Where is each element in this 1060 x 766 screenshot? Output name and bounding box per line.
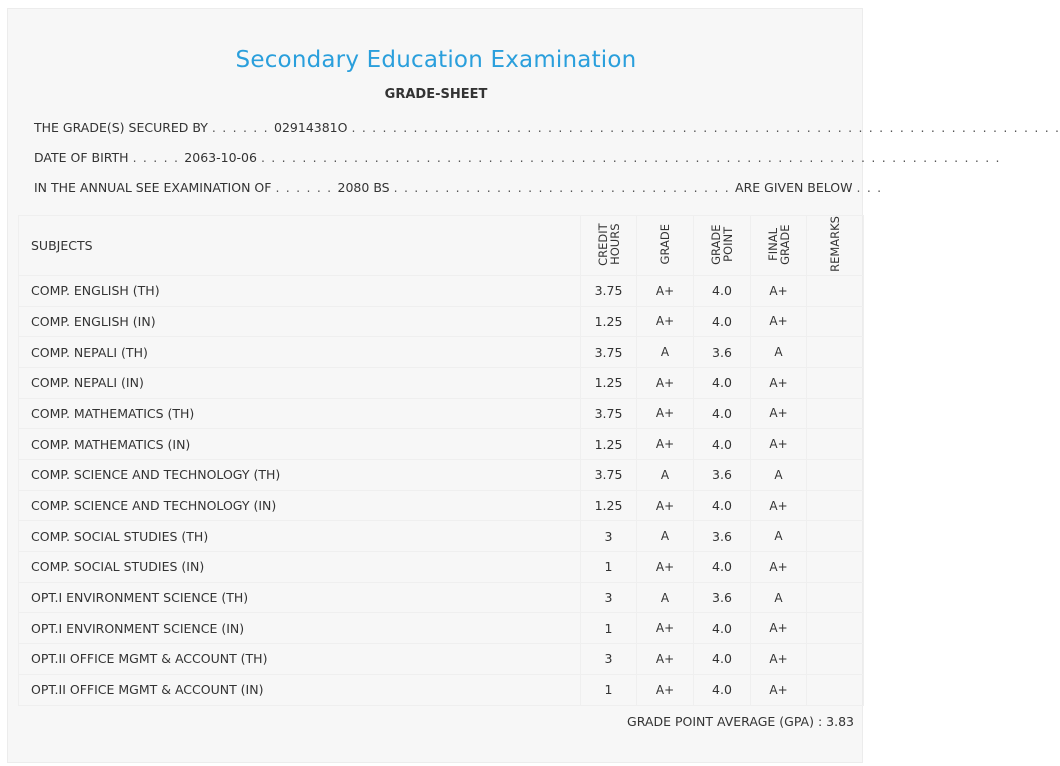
credit-hours-cell: 1.25 [581, 429, 637, 460]
grade-cell: A+ [637, 367, 694, 398]
table-row [19, 460, 864, 491]
final-grade-cell: A [751, 582, 807, 613]
grade-cell: A+ [637, 306, 694, 337]
grade-header: GRADE [637, 216, 694, 276]
exam-title: Secondary Education Examination [235, 47, 637, 73]
gpa-value: 3.83 [826, 714, 854, 729]
grade-cell: A+ [637, 398, 694, 429]
grade-cell: A+ [637, 613, 694, 644]
table-row [19, 398, 864, 429]
subject-cell: COMP. NEPALI (IN) [19, 367, 581, 398]
remarks-cell [807, 429, 864, 460]
dob-label: DATE OF BIRTH [34, 150, 129, 165]
subjects-header: SUBJECTS [19, 216, 581, 276]
credit-hours-cell: 1.25 [581, 306, 637, 337]
final-grade-header: FINAL GRADE [751, 216, 807, 276]
grade-point-cell: 4.0 [694, 644, 751, 675]
subject-cell: COMP. SCIENCE AND TECHNOLOGY (TH) [19, 460, 581, 491]
table-header-row [19, 216, 864, 276]
subject-cell: OPT.II OFFICE MGMT & ACCOUNT (IN) [19, 674, 581, 705]
credit-hours-cell: 3 [581, 644, 637, 675]
dob-line: DATE OF BIRTH . . . . . 2063-10-06 . . . . . . . . . . . . . . . . . . . . . . . . . . . . . . . . . . . . . . . . . . . . . . . . . . . . . . . . . . . . . . . . . . . . . . . . [34, 150, 1001, 165]
subject-cell: COMP. SOCIAL STUDIES (IN) [19, 552, 581, 583]
table-row [19, 490, 864, 521]
dob-value: 2063-10-06 [184, 150, 257, 165]
subject-cell: COMP. NEPALI (TH) [19, 337, 581, 368]
subject-cell: COMP. MATHEMATICS (TH) [19, 398, 581, 429]
grade-cell: A [637, 582, 694, 613]
grade-point-cell: 4.0 [694, 490, 751, 521]
remarks-cell [807, 674, 864, 705]
table-row [19, 367, 864, 398]
final-grade-cell: A+ [751, 644, 807, 675]
grade-point-cell: 4.0 [694, 674, 751, 705]
exam-line: IN THE ANNUAL SEE EXAMINATION OF . . . . . . 2080 BS . . . . . . . . . . . . . . . . . . . . . . . . . . . . . . . . . ARE GIVEN BELOW . . . [34, 180, 883, 195]
grade-point-cell: 4.0 [694, 552, 751, 583]
subject-cell: OPT.I ENVIRONMENT SCIENCE (IN) [19, 613, 581, 644]
grades-table [18, 215, 864, 706]
remarks-cell [807, 613, 864, 644]
table-row [19, 429, 864, 460]
grade-sheet-heading: GRADE-SHEET [384, 87, 488, 102]
table-row [19, 613, 864, 644]
table-row [19, 275, 864, 306]
credit-hours-cell: 3.75 [581, 460, 637, 491]
table-row [19, 337, 864, 368]
table-row [19, 552, 864, 583]
remarks-cell [807, 367, 864, 398]
grade-point-cell: 4.0 [694, 367, 751, 398]
remarks-cell [807, 398, 864, 429]
grade-point-cell: 4.0 [694, 306, 751, 337]
secured-by-line: THE GRADE(S) SECURED BY . . . . . . 02914381O . . . . . . . . . . . . . . . . . . . . . . . . . . . . . . . . . . . . . . . . . . . . . . . . . . . . . . . . . . . . . . . . . . . . . [34, 120, 1060, 135]
table-row [19, 674, 864, 705]
remarks-cell [807, 490, 864, 521]
grade-point-cell: 3.6 [694, 337, 751, 368]
credit-hours-cell: 1.25 [581, 490, 637, 521]
grade-cell: A [637, 337, 694, 368]
final-grade-cell: A [751, 521, 807, 552]
credit-hours-header: CREDIT HOURS [581, 216, 637, 276]
grade-cell: A+ [637, 552, 694, 583]
final-grade-cell: A+ [751, 429, 807, 460]
grade-cell: A+ [637, 674, 694, 705]
final-grade-cell: A+ [751, 490, 807, 521]
subject-cell: COMP. ENGLISH (TH) [19, 275, 581, 306]
final-grade-cell: A+ [751, 552, 807, 583]
grade-cell: A [637, 460, 694, 491]
remarks-cell [807, 582, 864, 613]
final-grade-cell: A+ [751, 613, 807, 644]
credit-hours-cell: 1.25 [581, 367, 637, 398]
credit-hours-cell: 3.75 [581, 398, 637, 429]
remarks-cell [807, 460, 864, 491]
subject-cell: OPT.II OFFICE MGMT & ACCOUNT (TH) [19, 644, 581, 675]
subject-cell: OPT.I ENVIRONMENT SCIENCE (TH) [19, 582, 581, 613]
final-grade-cell: A+ [751, 367, 807, 398]
final-grade-cell: A+ [751, 398, 807, 429]
grade-cell: A+ [637, 490, 694, 521]
credit-hours-cell: 3.75 [581, 337, 637, 368]
final-grade-cell: A+ [751, 674, 807, 705]
remarks-header: REMARKS [807, 216, 864, 276]
grade-point-cell: 4.0 [694, 275, 751, 306]
remarks-cell [807, 337, 864, 368]
grade-cell: A+ [637, 429, 694, 460]
credit-hours-cell: 3 [581, 521, 637, 552]
given-below-text: ARE GIVEN BELOW [735, 180, 853, 195]
symbol-number: 02914381O [274, 120, 348, 135]
gpa-label: GRADE POINT AVERAGE (GPA) : [627, 714, 823, 729]
remarks-cell [807, 521, 864, 552]
gpa-line [627, 714, 854, 729]
grade-cell: A+ [637, 644, 694, 675]
grade-point-cell: 3.6 [694, 521, 751, 552]
subject-cell: COMP. MATHEMATICS (IN) [19, 429, 581, 460]
credit-hours-cell: 1 [581, 674, 637, 705]
grade-cell: A [637, 521, 694, 552]
grade-point-cell: 3.6 [694, 460, 751, 491]
remarks-cell [807, 275, 864, 306]
final-grade-cell: A [751, 460, 807, 491]
remarks-cell [807, 552, 864, 583]
table-row [19, 644, 864, 675]
grade-cell: A+ [637, 275, 694, 306]
credit-hours-cell: 3.75 [581, 275, 637, 306]
credit-hours-cell: 1 [581, 613, 637, 644]
grade-point-cell: 4.0 [694, 429, 751, 460]
final-grade-cell: A [751, 337, 807, 368]
remarks-cell [807, 306, 864, 337]
grade-point-header: GRADE POINT [694, 216, 751, 276]
subject-cell: COMP. ENGLISH (IN) [19, 306, 581, 337]
subject-cell: COMP. SOCIAL STUDIES (TH) [19, 521, 581, 552]
credit-hours-cell: 3 [581, 582, 637, 613]
credit-hours-cell: 1 [581, 552, 637, 583]
table-row [19, 306, 864, 337]
grade-point-cell: 4.0 [694, 398, 751, 429]
grade-point-cell: 3.6 [694, 582, 751, 613]
grade-sheet [7, 8, 1060, 763]
table-row [19, 582, 864, 613]
subject-cell: COMP. SCIENCE AND TECHNOLOGY (IN) [19, 490, 581, 521]
table-row [19, 521, 864, 552]
exam-label: IN THE ANNUAL SEE EXAMINATION OF [34, 180, 272, 195]
secured-by-label: THE GRADE(S) SECURED BY [34, 120, 208, 135]
final-grade-cell: A+ [751, 275, 807, 306]
exam-year: 2080 BS [337, 180, 390, 195]
final-grade-cell: A+ [751, 306, 807, 337]
remarks-cell [807, 644, 864, 675]
grade-point-cell: 4.0 [694, 613, 751, 644]
